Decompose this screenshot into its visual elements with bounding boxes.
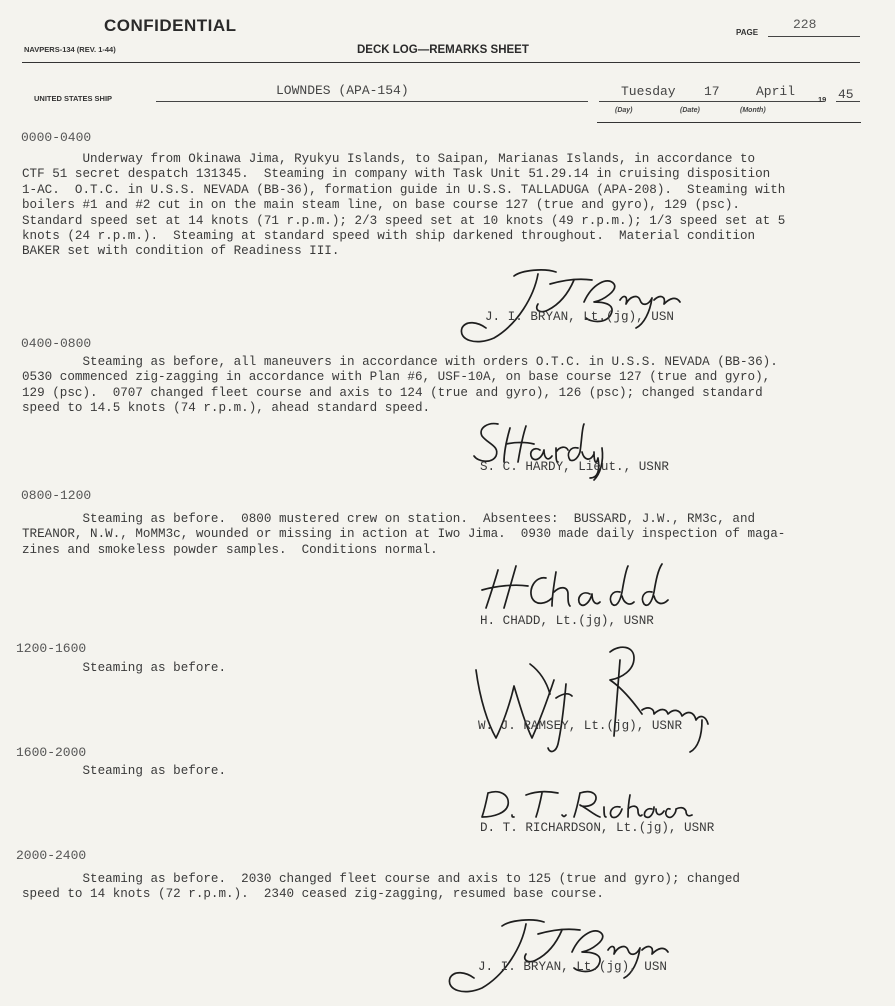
caption-rule: [597, 122, 861, 123]
sheet-title: DECK LOG—REMARKS SHEET: [357, 44, 529, 56]
month-caption: (Month): [740, 107, 766, 114]
signature-bryan: [452, 262, 682, 352]
day-caption: (Day): [615, 107, 633, 114]
watch-time: 1200-1600: [16, 641, 87, 656]
log-entry-text: Steaming as before, all maneuvers in accordance with orders O.T.C. in U.S.S. NEVADA (BB-36). 0530 commenced zig-zagging in accordance with Plan #6, USF-10A, on base course 127 (true and gyro), 129 (psc). 0707 changed fleet course and axis to 124 (true and gyro), 126 (psc); changed standard speed to 14.5 knots (74 r.p.m.), ahead standard speed.: [22, 355, 778, 416]
date-value: 17: [704, 84, 720, 99]
signer-name: S. C. HARDY, Lieut., USNR: [480, 460, 669, 474]
day-value: Tuesday: [621, 84, 676, 99]
log-entry-text: Steaming as before.: [22, 661, 227, 675]
signature-bryan-2: [440, 912, 670, 1002]
month-value: April: [756, 84, 796, 99]
year-prefix: 19: [818, 95, 827, 104]
signer-name: W. J. RAMSEY, Lt.(jg), USNR: [478, 719, 683, 733]
signature-chadd: [480, 562, 680, 614]
log-entry-text: Steaming as before. 2030 changed fleet course and axis to 125 (true and gyro); changed speed to 14 knots (72 r.p.m.). 2340 ceased zig-zagging, resumed base course.: [22, 872, 740, 902]
signer-name: D. T. RICHARDSON, Lt.(jg), USNR: [480, 821, 715, 835]
page-number: 228: [793, 17, 817, 32]
signer-name: H. CHADD, Lt.(jg), USNR: [480, 614, 654, 628]
form-number: NAVPERS-134 (REV. 1-44): [24, 45, 116, 54]
ship-label: UNITED STATES SHIP: [34, 94, 113, 103]
date-underline: [599, 101, 823, 102]
date-caption: (Date): [680, 107, 700, 114]
year-value: 45: [838, 87, 854, 102]
year-underline: [836, 101, 860, 102]
signature-richardson: [480, 785, 700, 821]
signer-name: J. I. BRYAN, Lt.(jg), USN: [478, 960, 667, 974]
log-entry-text: Steaming as before. 0800 mustered crew on station. Absentees: BUSSARD, J.W., RM3c, and TREANOR, N.W., MoMM3c, wounded or missing in action at Iwo Jima. 0930 made daily inspection of maga- zines and smokeless powder samples. Conditions normal.: [22, 512, 786, 557]
signer-name: J. I. BRYAN, Lt.(jg), USN: [485, 310, 674, 324]
watch-time: 0800-1200: [21, 488, 92, 503]
watch-time: 2000-2400: [16, 848, 87, 863]
ship-name: LOWNDES (APA-154): [276, 83, 409, 98]
page-underline: [768, 36, 860, 37]
watch-time: 1600-2000: [16, 745, 87, 760]
header-rule: [22, 62, 860, 63]
ship-underline: [156, 101, 588, 102]
signature-ramsey: [470, 640, 720, 758]
log-entry-text: Steaming as before.: [22, 764, 227, 778]
log-entry-text: Underway from Okinawa Jima, Ryukyu Islands, to Saipan, Marianas Islands, in accordance to CTF 51 secret despatch 131345. Steaming in company with Task Unit 51.29.14 in cruising disposition 1-AC. O.T.C. in U.S.S. NEVADA (BB-36), formation guide in U.S.S. TALLADUGA (APA-208). Steaming with boilers #1 and #2 cut in on the main steam line, on base course 127 (true and gyro), 129 (psc). Standard speed set at 14 knots (71 r.p.m.); 2/3 speed set at 10 knots (49 r.p.m.); 1/3 speed set at 5 knots (24 r.p.m.). Steaming at standard speed with ship darkened throughout. Material condition BAKER set with condition of Readiness III.: [22, 152, 786, 259]
watch-time: 0000-0400: [21, 130, 92, 145]
page-label: PAGE: [736, 28, 759, 37]
confidential-stamp: CONFIDENTIAL: [104, 16, 237, 35]
watch-time: 0400-0800: [21, 336, 92, 351]
